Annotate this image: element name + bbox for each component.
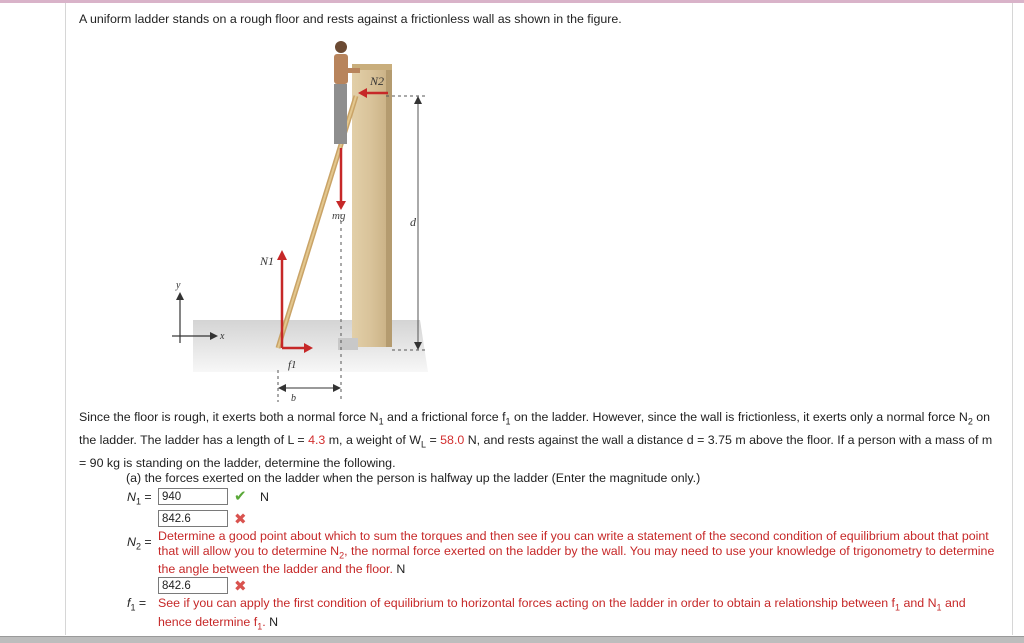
incorrect-x-icon: ✖: [234, 511, 247, 528]
label-x: x: [220, 331, 225, 342]
f1-label: $f_1$ =: [127, 596, 147, 613]
n1-answer-input[interactable]: 940: [158, 488, 228, 505]
label-mg: mg: [332, 210, 346, 222]
label-y: y: [176, 280, 181, 291]
label-N1: N1: [260, 254, 275, 268]
floor: [193, 320, 428, 372]
f1-answer-input[interactable]: 842.6: [158, 577, 228, 594]
label-N2: N2: [370, 74, 385, 88]
part-a-prompt: (a) the forces exerted on the ladder when the person is halfway up the ladder (Enter the magnitude only.): [126, 471, 701, 485]
f1-hint: See if you can apply the first condition of equilibrium to horizontal forces acting on the ladder in order to obtain a relationship between $f_1$ and $N_1$ and hence determine $f_1$. N: [158, 596, 966, 632]
problem-description: Since the floor is rough, it exerts both a normal force $N_1$ and a frictional force $f_1$ on the ladder. However, since the wall is frictionless, it exerts only a normal force $N_2$ on the ladder. The ladder has a length of L = 4.3 m, a weight of $W_L = 58.0$ N, and rests against the wall a distance d = 3.75 m above the floor. If a person with a mass of m = 90 kg is standing on the ladder, determine the following.: [79, 410, 993, 470]
label-d: d: [410, 215, 416, 229]
n2-label: $N_2$ =: [127, 535, 152, 552]
ladder-figure: [160, 30, 440, 402]
wall: [352, 64, 389, 347]
n2-answer-input[interactable]: 842.6: [158, 510, 228, 527]
incorrect-x-icon: ✖: [234, 578, 247, 595]
n1-label: $N_1$ =: [127, 490, 152, 507]
label-f1: f1: [288, 359, 297, 371]
weight-value: 58.0: [440, 432, 465, 447]
n2-hint: Determine a good point about which to sum the torques and then see if you can write a statement of the second condition of equilibrium about that point that will allow you to determine $N_2$, the normal force exerted on the ladder by the wall. You may need to use your knowledge of trigonometry to determine the angle between the ladder and the floor. N: [158, 529, 995, 577]
problem-intro: A uniform ladder stands on a rough floor and rests against a frictionless wall as shown in the figure.: [79, 12, 622, 26]
checkmark-icon: ✔: [234, 488, 247, 505]
label-b: b: [291, 393, 296, 402]
length-value: 4.3: [308, 432, 326, 447]
n1-unit: N: [260, 490, 269, 504]
